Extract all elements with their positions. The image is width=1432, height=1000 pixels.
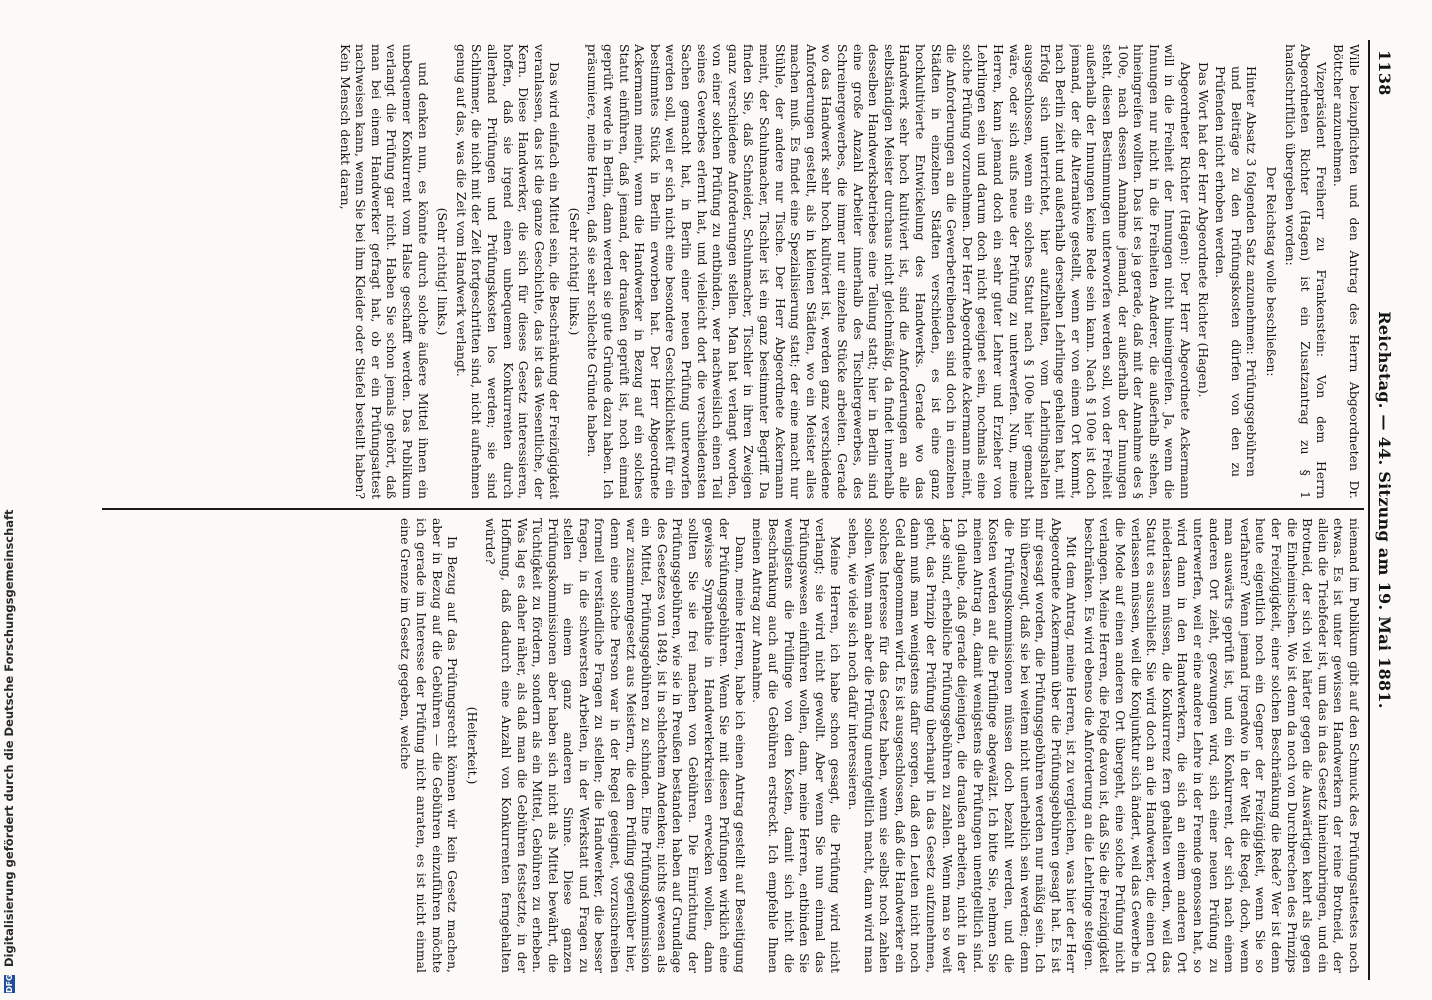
paragraph: (Sehr richtig! links.): [435, 207, 451, 336]
rotated-page-content: [95, 40, 1400, 980]
paragraph: Mit dem Antrag, meine Herren, ist zu vergleichen, was hier der Herr Abgeordnete Ackermann über die Prüfungsgebühren gesagt hat. Es ist mir gesagt worden, die Prüfungsgebühren werden nur mäßig sein. Ich bin überzeugt, daß sie bei weitem nicht unerheblich sein werden; denn die Prüfungskommissionen müssen doch bezahlt werden, und die Kosten werden auf die Prüflinge abgewälzt. Ich bitte Sie, nehmen Sie meinen Antrag an, damit wenigstens die Prüfungen unentgeltlich sind. Ich glaube, daß gerade diejenigen, die draußen arbeiten, nicht in der Lage sind, erhebliche Prüfungsgebühren zu zahlen. Wenn man so weit geht, das Prinzip der Prüfung überhaupt in das Gesetz aufzunehmen, dann muß man wenigstens dafür sorgen, daß den Leuten nicht noch Geld abgenommen wird. Es ist ausgeschlossen, daß die Handwerker ein solches Interesse für das Gesetz haben, wenn sie selbst noch zahlen sollen. Wenn man aber die Prüfung unentgeltlich macht, dann wird man sehen, wie viele sich noch dafür interessieren.: [846, 518, 1080, 973]
paragraph: (Sehr richtig! links.): [566, 207, 582, 336]
page-title: Reichstag. — 44. Sitzung am 19. Mai 1881.: [1375, 311, 1394, 709]
footer-credit-text: Digitalisierung gefördert durch die Deutsche Forschungsgemeinschaft: [2, 509, 16, 967]
right-column: [107, 518, 1362, 973]
dfg-logo: DFG: [4, 974, 14, 993]
page-header: [1368, 50, 1394, 970]
footer-credit: [0, 0, 18, 1000]
paragraph: Das wird einfach ein Mittel sein, die Beschränkung der Freizügigkeit veranlassen, das ist die ganze Geschichte, das ist das Wesentliche, der Kern. Diese Handwerker, die sich für dieses Gesetz interessieren, hoffen, daß sie irgend einen unbequemen Konkurrenten durch allerhand Prüfungen und Prüfungskosten los werden; sie sind Schlimmer, die nicht mit der Zeit fortgeschritten sind, nicht aufnehmen genug auf das, was die Zeit vom Handwerk verlangt.: [453, 44, 563, 499]
page-number: 1138: [1375, 50, 1394, 96]
column-rule: [102, 508, 1364, 510]
paragraph: In Bezug auf das Prüfungsrecht können wir kein Gesetz machen, aber in Bezug auf die Gebühren — die Gebühren einzuführen möchte ich gerade im Interesse der Prüfung nicht anraten, es ist nicht einmal eine Grenze im Gesetz gegeben, welche: [398, 518, 461, 973]
paragraph: Hinter Absatz 3 folgenden Satz anzunehmen: Prüfungsgebühren und Beiträge zu den Prüfungskosten dürfen von den zu Prüfenden nicht erhoben werden.: [1213, 66, 1260, 477]
paragraph: Der Reichstag wolle beschließen:: [1264, 166, 1280, 377]
paragraph: Abgeordneter Richter (Hagen): Der Herr Abgeordnete Ackermann will in die Freiheit der Innungen nicht hineingreifen. Ja, wenn die Innungen nur nicht in die Freiheiten Anderer, die außerhalb stehen, hineingreifen wollten. Das ist es ja gerade, daß mit der Annahme des § 100e, nach dessen Annahme jemand, der außerhalb der Innungen steht, diesen Bestimmungen unterworfen werden soll, von der Freiheit außerhalb der Innungen keine Rede sein kann. Nach § 100e ist doch jemand, der die Alternative gestellt, wenn er von einem Ort kommt, nach Berlin zieht und außerhalb derselben Lehrlinge gehalten hat, mit Erfolg sich unterrichtet, hier aufzuhalten, vom Lehrlingshalten ausgeschlossen, wenn ein solches Statut nach § 100e hier gemacht wäre, oder sich aufs neue der Prüfung zu unterwerfen. Nun, meine Herren, kann jemand doch ein sehr guter Lehrer und Erzieher von Lehrlingen sein und darum doch nicht geeignet sein, nochmals eine solche Prüfung vorzunehmen. Der Herr Abgeordnete Ackermann meint, die Anforderungen an die Gewerbetreibenden sind doch in einzelnen Städten in einzelnen Städten verschieden, es ist eine ganz hochkultivierte Entwickelung des Handwerks. Gerade wo das Handwerk sehr hoch kultiviert ist, sind die Anforderungen an alle selbständigen Meister durchaus nicht gleichmäßig, da findet innerhalb desselben Handwerksbetriebes eine Teilung statt; hier in Berlin sind eine große Anzahl Arbeiter innerhalb des Tischlergewerbes, des Schreinergewerbes, die immer nur einzelne Stücke arbeiten. Gerade wo das Handwerk sehr hoch kultiviert ist, werden ganz verschiedene Anforderungen gestellt, als in kleinen Städten, wo ein Meister alles machen muß. Es findet eine Spezialisierung statt; der eine macht nur Stühle, der andere nur Tische. Der Herr Abgeordnete Ackermann meint, der Schuhmacher, Tischler ist ein ganz bestimmter Begriff. Da finden Sie, daß Schneider, Schuhmacher, Tischler in ihren Zweigen ganz verschiedene Anforderungen stellen. Man hat verlangt worden, von einer solchen Prüfung zu entbinden, wer nachweislich einen Teil seines Gewerbes erlernt hat, und vielleicht dort die verschiedensten Sachen gemacht hat, in Berlin einer neuen Prüfung unterworfen werden soll, weil er sich nicht eine besondere Geschicklichkeit für ein bestimmtes Stück in Berlin erworben hat. Der Herr Abgeordnete Ackermann meint, wenn die Handwerker in Bezug auf ein solches Statut einführen, daß jemand, der draußen geprüft ist, noch einmal geprüft werde in Berlin, dann werden sie gute Gründe dazu haben. Ich präsumiere, meine Herren, daß sie sehr schlechte Gründe haben.: [585, 44, 1194, 499]
header-rule: [1368, 40, 1370, 980]
paragraph: Wille beizupflichten und den Antrag des Herrn Abgeordneten Dr. Böttcher anzunehmen.: [1331, 44, 1362, 499]
paragraph: Meine Herren, ich habe schon gesagt, die Prüfung wird nicht verlangt; sie wird nicht gewollt. Aber wenn Sie nun einmal das Prüfungswesen einführen wollen, dann, meine Herren, entbinden Sie wenigstens die Prüflinge von den Kosten, damit sich nicht die Beschränkung auch auf die Gebühren erstreckt. Ich empfehle Ihnen meinen Antrag zur Annahme.: [750, 518, 844, 973]
paragraph: Das Wort hat der Herr Abgeordnete Richter (Hagen).: [1195, 62, 1211, 398]
paragraph: (Heiterkeit.): [464, 706, 480, 785]
paragraph: Vizepräsident Freiherr zu Frankenstein: Von dem Herrn Abgeordneten Richter (Hagen) ist ein Zusatzantrag zu § 1 handschriftlich übergeben worden:: [1282, 44, 1329, 499]
paragraph: niemand im Publikum gibt auf den Schmuck des Prüfungsattestes noch etwas. Es ist unter gewissen Handwerkern der reine Brotneid, der allein die Triebfeder ist, um das in das Gesetz hineinzubringen, und ein Brotneid, der sich viel härter gegen die Auswärtigen kehrt als gegen die Einheimischen. Wo ist denn da noch von Durchbrechen des Prinzips der Freizügigkeit, einer solchen Beschränkung die Rede? Wer ist denn heute eigentlich noch ein Gegner der Freizügigkeit, wenn Sie so verfahren? Wenn jemand irgendwo in der Welt die Regel, doch, wenn man auswärts geprüft ist, und ein Konkurrent, der sich nach einem anderen Ort zieht, gezwungen wird, sich einer neuen Prüfung zu unterwerfen, weil er eine andere Lehre in der Fremde genossen hat, so wird dann in den Handwerkern, die sich an einem anderen Ort niederlassen müssen, die Konkurrenz fern gehalten werden, weil das Statut es ausschließt. Sie wird doch an die Handwerker, die einen Ort verlassen müssen, weil die Konjunktur sich ändert, weil das Gewerbe in die Mode auf einen anderen Ort übergeht, eine solche Prüfung nicht verlangen. Meine Herren, die Folge davon ist, daß Sie die Freizügigkeit beschränken. Es wird ebenso die Anforderung an die Lehrlinge steigen.: [1081, 518, 1362, 973]
left-column: [107, 44, 1362, 499]
paragraph: und denken nun, es könnte durch solche äußere Mittel ihnen ein unbequemer Konkurrent vom Halse geschafft werden. Das Publikum verlangt die Prüfung gar nicht. Haben Sie schon jemals gehört, daß man bei einem Handwerker gefragt hat, ob er ein Prüfungsattest nachweisen kann, wenn Sie bei ihm Kleider oder Stiefel bestellt haben? Kein Mensch denkt daran,: [337, 44, 431, 499]
paragraph: Dann, meine Herren, habe ich einen Antrag gestellt auf Beseitigung der Prüfungsgebühren. Wenn Sie mit diesen Prüfungen wirklich eine gewisse Sympathie in Handwerkerkreisen erwecken wollen, dann sollten Sie sie frei machen von Gebühren. Die Einrichtung der Prüfungsgebühren, wie sie in Preußen bestanden haben auf Grundlage des Gesetzes von 1849, ist in schlechtem Andenken; nichts gewesen als ein Mittel, Prüfungsgebühren zu schinden. Eine Prüfungskommission war zusammengesetzt aus Meistern, die dem Prüfling gegenüber hier, denn eine solche Person war in der Regel geeignet, vorzuschreiben formell verständliche Fragen zu stellen; die Handwerker, die besser fragen, in die schwersten Arbeiten, in der Werkstatt und Fragen zu stellen in einem ganz anderen Sinne. Diese ganzen Prüfungskommissionen aber haben sich nicht als Mittel bewährt, die Tüchtigkeit zu fördern, sondern als ein Mittel, Gebühren zu erheben. Was lag es daher näher, als daß man die Gebühren festsetzte, in der Hoffnung, daß dadurch eine Anzahl von Konkurrenten ferngehalten würde?: [483, 518, 748, 973]
